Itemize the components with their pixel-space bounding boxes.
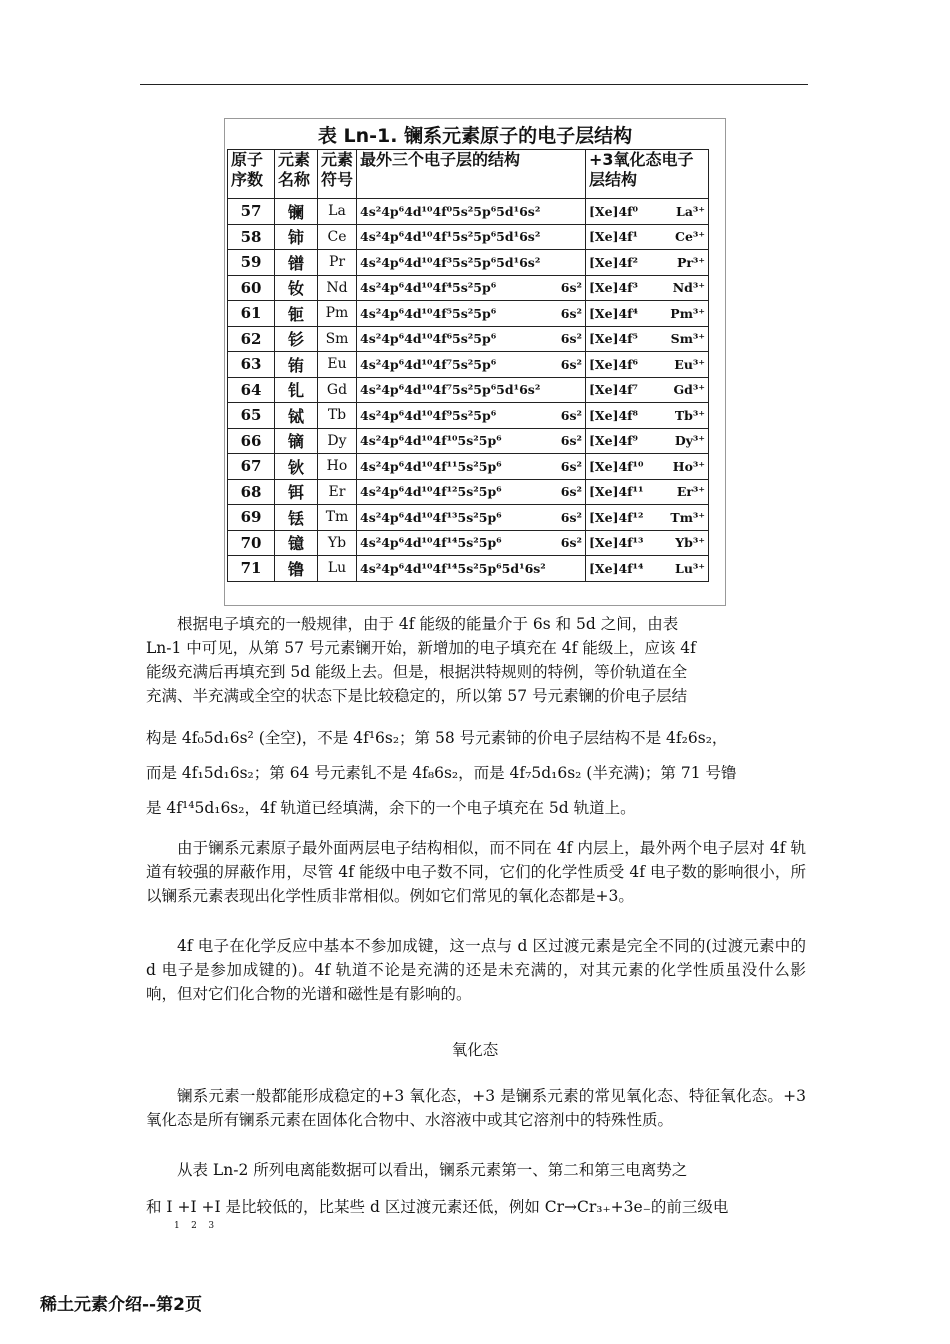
ion-symbol: Nd³⁺	[672, 280, 705, 296]
cell-element-name	[275, 377, 318, 403]
element-name: 镱	[287, 534, 304, 554]
atomic-number: 68	[240, 482, 262, 501]
cell-atomic-number	[228, 199, 275, 225]
element-name: 铈	[287, 228, 304, 248]
element-symbol: Eu	[327, 356, 347, 373]
cell-element-symbol	[318, 199, 357, 225]
configuration: 4s²4p⁶4d¹⁰4f⁷5s²5p⁶5d¹6s²	[360, 382, 541, 398]
element-symbol: Yb	[327, 534, 347, 551]
atomic-number: 65	[240, 406, 262, 425]
cell-element-name	[275, 224, 318, 250]
cell-atomic-number	[228, 377, 275, 403]
ion-core: [Xe]4f³	[589, 280, 639, 296]
cell-element-symbol	[318, 479, 357, 505]
table-row	[228, 428, 709, 454]
configuration-6s: 6s²	[560, 331, 582, 347]
cell-atomic-number	[228, 352, 275, 378]
ion-symbol: Tb³⁺	[674, 407, 705, 423]
cell-atomic-number	[228, 530, 275, 556]
cell-atomic-number	[228, 556, 275, 582]
cell-plus3-structure	[586, 275, 709, 301]
electron-structure-table	[227, 149, 709, 582]
header-element-symbol: 元素符号	[318, 150, 357, 199]
atomic-number: 58	[240, 227, 262, 246]
cell-plus3-structure	[586, 454, 709, 480]
cell-plus3-structure	[586, 301, 709, 327]
configuration-6s: 6s²	[560, 280, 582, 296]
p1-formula-line: 而是 4f₁5d₁6s₂；第 64 号元素钆不是 4f₈6s₂，而是 4f₇5d₁6s₂ (半充满)；第 71 号镥	[146, 764, 737, 782]
atomic-number: 59	[240, 253, 262, 272]
cell-element-symbol	[318, 326, 357, 352]
ion-core: [Xe]4f⁰	[589, 203, 639, 219]
cell-atomic-number	[228, 454, 275, 480]
cell-outer-shells	[357, 479, 586, 505]
element-name: 钆	[287, 381, 304, 401]
ion-core: [Xe]4f⁸	[589, 407, 639, 423]
element-name: 镧	[287, 202, 304, 222]
ion-core: [Xe]4f¹¹	[589, 484, 644, 500]
cell-plus3-structure	[586, 428, 709, 454]
configuration-6s: 6s²	[560, 535, 582, 551]
element-name: 钕	[287, 279, 304, 299]
ion-core: [Xe]4f¹	[589, 229, 639, 245]
element-name: 钐	[287, 330, 304, 350]
p1-line: 根据电子填充的一般规律，由于 4f 能级的能量介于 6s 和 5d 之间，由表	[177, 615, 679, 633]
cell-outer-shells	[357, 403, 586, 429]
configuration-6s: 6s²	[560, 509, 582, 525]
ion-symbol: Tm³⁺	[670, 509, 705, 525]
cell-element-symbol	[318, 403, 357, 429]
element-name: 铒	[287, 483, 304, 503]
atomic-number: 63	[240, 355, 262, 374]
section-heading: 氧化态	[451, 1041, 499, 1059]
element-symbol: Lu	[327, 560, 347, 577]
p5-line-2: 和 I +I +I 是比较低的，比某些 d 区过渡元素还低，例如 Cr→Cr₃₊+3e₋的前三级电	[146, 1198, 729, 1216]
atomic-number: 60	[240, 278, 262, 297]
cell-outer-shells	[357, 556, 586, 582]
p4-text: 镧系元素一般都能形成稳定的+3 氧化态，+3 是镧系元素的常见氧化态、特征氧化态。+3 氧化态是所有镧系元素在固体化合物中、水溶液中或其它溶剂中的特殊性质。	[146, 1087, 806, 1129]
cell-outer-shells	[357, 377, 586, 403]
cell-element-name	[275, 352, 318, 378]
cell-plus3-structure	[586, 326, 709, 352]
paragraph-1-formulas	[146, 721, 806, 826]
table-row	[228, 275, 709, 301]
ion-symbol: Ho³⁺	[672, 458, 705, 474]
ion-symbol: Er³⁺	[676, 484, 705, 500]
header-outer-shells: 最外三个电子层的结构	[357, 150, 586, 199]
p5-line-1: 从表 Ln-2 所列电离能数据可以看出，镧系元素第一、第二和第三电离势之	[177, 1161, 688, 1179]
element-symbol: Pr	[328, 254, 346, 271]
configuration: 4s²4p⁶4d¹⁰4f¹¹5s²5p⁶	[360, 458, 502, 474]
element-symbol: Tb	[327, 407, 347, 424]
cell-element-name	[275, 454, 318, 480]
ion-symbol: La³⁺	[676, 203, 705, 219]
cell-plus3-structure	[586, 556, 709, 582]
ion-symbol: Pm³⁺	[670, 305, 705, 321]
cell-outer-shells	[357, 530, 586, 556]
element-symbol: Ce	[327, 228, 347, 245]
atomic-number: 70	[240, 533, 262, 552]
table-row	[228, 199, 709, 225]
cell-element-name	[275, 199, 318, 225]
ion-core: [Xe]4f⁴	[589, 305, 639, 321]
element-symbol: Sm	[325, 330, 349, 347]
cell-plus3-structure	[586, 250, 709, 276]
cell-outer-shells	[357, 224, 586, 250]
cell-element-symbol	[318, 224, 357, 250]
cell-plus3-structure	[586, 530, 709, 556]
ion-symbol: Eu³⁺	[674, 356, 705, 372]
configuration: 4s²4p⁶4d¹⁰4f⁷5s²5p⁶	[360, 356, 497, 372]
cell-atomic-number	[228, 301, 275, 327]
cell-outer-shells	[357, 326, 586, 352]
cell-plus3-structure	[586, 403, 709, 429]
p1-formula-line: 构是 4f₀5d₁6s² (全空)，不是 4f¹6s₂；第 58 号元素铈的价电子层结构不是 4f₂6s₂，	[146, 729, 728, 747]
element-symbol: Tm	[325, 509, 349, 526]
atomic-number: 64	[240, 380, 262, 399]
cell-element-name	[275, 403, 318, 429]
element-symbol: Pm	[325, 305, 349, 322]
p1-line: Ln-1 中可见，从第 57 号元素镧开始，新增加的电子填充在 4f 能级上，应该 4f	[146, 639, 696, 657]
ion-symbol: Gd³⁺	[673, 382, 705, 398]
table-row	[228, 403, 709, 429]
table-row	[228, 301, 709, 327]
element-name: 镝	[287, 432, 304, 452]
table-body	[228, 199, 709, 582]
page-footer: 稀土元素介绍--第2页	[40, 1295, 202, 1315]
configuration: 4s²4p⁶4d¹⁰4f⁰5s²5p⁶5d¹6s²	[360, 203, 541, 219]
cell-outer-shells	[357, 250, 586, 276]
element-name: 钷	[287, 304, 304, 324]
paragraph-3	[146, 934, 806, 1006]
header-rule	[140, 84, 808, 85]
p1-formula-line: 是 4f¹⁴5d₁6s₂，4f 轨道已经填满，余下的一个电子填充在 5d 轨道上。	[146, 799, 636, 817]
cell-element-name	[275, 556, 318, 582]
ion-symbol: Sm³⁺	[670, 331, 705, 347]
cell-atomic-number	[228, 428, 275, 454]
ion-symbol: Dy³⁺	[674, 433, 705, 449]
cell-element-symbol	[318, 530, 357, 556]
cell-element-symbol	[318, 275, 357, 301]
table-row	[228, 556, 709, 582]
element-symbol: Nd	[326, 279, 348, 296]
cell-element-symbol	[318, 250, 357, 276]
cell-element-name	[275, 505, 318, 531]
cell-plus3-structure	[586, 199, 709, 225]
atomic-number: 62	[240, 329, 262, 348]
atomic-number: 66	[240, 431, 262, 450]
ion-core: [Xe]4f¹⁰	[589, 458, 644, 474]
cell-atomic-number	[228, 403, 275, 429]
configuration-6s: 6s²	[560, 356, 582, 372]
table-row	[228, 479, 709, 505]
element-name: 镨	[287, 253, 304, 273]
table-row	[228, 250, 709, 276]
p1-line: 能级充满后再填充到 5d 能级上去。但是，根据洪特规则的特例，等价轨道在全	[146, 663, 688, 681]
cell-outer-shells	[357, 199, 586, 225]
configuration-6s: 6s²	[560, 484, 582, 500]
cell-element-name	[275, 530, 318, 556]
cell-outer-shells	[357, 428, 586, 454]
cell-outer-shells	[357, 352, 586, 378]
element-name: 钬	[287, 457, 304, 477]
ion-core: [Xe]4f⁷	[589, 382, 639, 398]
lanthanide-table-figure	[224, 118, 726, 606]
configuration: 4s²4p⁶4d¹⁰4f⁶5s²5p⁶	[360, 331, 497, 347]
paragraph-4	[146, 1084, 806, 1132]
configuration: 4s²4p⁶4d¹⁰4f³5s²5p⁶5d¹6s²	[360, 254, 541, 270]
table-row	[228, 454, 709, 480]
cell-plus3-structure	[586, 224, 709, 250]
cell-element-symbol	[318, 505, 357, 531]
cell-atomic-number	[228, 326, 275, 352]
cell-element-name	[275, 301, 318, 327]
ion-symbol: Ce³⁺	[675, 229, 705, 245]
table-row	[228, 326, 709, 352]
cell-outer-shells	[357, 275, 586, 301]
atomic-number: 67	[240, 457, 262, 476]
table-caption: 表 Ln-1. 镧系元素原子的电子层结构	[317, 125, 633, 147]
header-atomic-number: 原子序数	[228, 150, 275, 199]
element-symbol: Ho	[326, 458, 348, 475]
configuration: 4s²4p⁶4d¹⁰4f¹⁰5s²5p⁶	[360, 433, 502, 449]
cell-atomic-number	[228, 479, 275, 505]
configuration-6s: 6s²	[560, 458, 582, 474]
cell-plus3-structure	[586, 479, 709, 505]
atomic-number: 71	[240, 559, 262, 578]
cell-atomic-number	[228, 505, 275, 531]
cell-outer-shells	[357, 454, 586, 480]
paragraph-1	[146, 612, 806, 708]
table-header-row	[228, 150, 709, 199]
cell-element-symbol	[318, 556, 357, 582]
configuration-6s: 6s²	[560, 407, 582, 423]
header-plus3-structure: +3氧化态电子层结构	[586, 150, 709, 199]
ion-core: [Xe]4f⁶	[589, 356, 639, 372]
paragraph-5	[146, 1158, 806, 1219]
cell-element-name	[275, 250, 318, 276]
atomic-number: 57	[240, 202, 262, 221]
table-row	[228, 352, 709, 378]
table-row	[228, 224, 709, 250]
ion-symbol: Lu³⁺	[675, 560, 705, 576]
cell-element-symbol	[318, 428, 357, 454]
table-row	[228, 530, 709, 556]
ion-core: [Xe]4f¹²	[589, 509, 644, 525]
configuration: 4s²4p⁶4d¹⁰4f¹⁴5s²5p⁶5d¹6s²	[360, 560, 546, 576]
element-name: 镥	[287, 559, 304, 579]
element-symbol: La	[328, 203, 346, 220]
atomic-number: 61	[240, 304, 262, 323]
cell-outer-shells	[357, 301, 586, 327]
ion-core: [Xe]4f²	[589, 254, 639, 270]
element-name: 铽	[287, 406, 304, 426]
cell-outer-shells	[357, 505, 586, 531]
element-name: 铥	[287, 508, 304, 528]
configuration: 4s²4p⁶4d¹⁰4f¹5s²5p⁶5d¹6s²	[360, 229, 541, 245]
p2-text: 由于镧系元素原子最外面两层电子结构相似，而不同在 4f 内层上，最外两个电子层对 4f 轨道有较强的屏蔽作用，尽管 4f 能级中电子数不同，它们的化学性质受 4f 电子数的影响很小，所以镧系元素表现出化学性质非常相似。例如它们常见的氧化态都是+3。	[146, 839, 806, 905]
p3-text: 4f 电子在化学反应中基本不参加成键，这一点与 d 区过渡元素是完全不同的(过渡元素中的 d 电子是参加成键的)。4f 轨道不论是充满的还是未充满的，对其元素的化学性质虽没什么影响，但对它们化合物的光谱和磁性是有影响的。	[146, 937, 806, 1003]
configuration-6s: 6s²	[560, 305, 582, 321]
atomic-number: 69	[240, 508, 262, 527]
cell-element-name	[275, 428, 318, 454]
configuration-6s: 6s²	[560, 433, 582, 449]
ion-core: [Xe]4f⁹	[589, 433, 639, 449]
cell-plus3-structure	[586, 505, 709, 531]
cell-element-symbol	[318, 352, 357, 378]
ion-core: [Xe]4f¹⁴	[589, 560, 644, 576]
element-symbol: Dy	[327, 432, 347, 449]
paragraph-2	[146, 836, 806, 908]
header-element-name: 元素名称	[275, 150, 318, 199]
ion-core: [Xe]4f⁵	[589, 331, 639, 347]
configuration: 4s²4p⁶4d¹⁰4f¹⁴5s²5p⁶	[360, 535, 502, 551]
cell-element-symbol	[318, 301, 357, 327]
p1-line: 充满、半充满或全空的状态下是比较稳定的，所以第 57 号元素镧的价电子层结	[146, 687, 688, 705]
cell-plus3-structure	[586, 352, 709, 378]
cell-element-name	[275, 275, 318, 301]
configuration: 4s²4p⁶4d¹⁰4f⁹5s²5p⁶	[360, 407, 497, 423]
configuration: 4s²4p⁶4d¹⁰4f⁵5s²5p⁶	[360, 305, 497, 321]
cell-element-name	[275, 326, 318, 352]
cell-element-name	[275, 479, 318, 505]
table-row	[228, 377, 709, 403]
cell-atomic-number	[228, 250, 275, 276]
cell-element-symbol	[318, 454, 357, 480]
table-row	[228, 505, 709, 531]
ion-symbol: Yb³⁺	[675, 535, 705, 551]
configuration: 4s²4p⁶4d¹⁰4f⁴5s²5p⁶	[360, 280, 497, 296]
ionization-subscripts: 1 2 3	[174, 1221, 215, 1231]
cell-atomic-number	[228, 275, 275, 301]
cell-plus3-structure	[586, 377, 709, 403]
element-symbol: Er	[328, 483, 346, 500]
element-symbol: Gd	[326, 381, 348, 398]
ion-symbol: Pr³⁺	[676, 254, 705, 270]
element-name: 铕	[287, 355, 304, 375]
ion-core: [Xe]4f¹³	[589, 535, 644, 551]
cell-element-symbol	[318, 377, 357, 403]
configuration: 4s²4p⁶4d¹⁰4f¹³5s²5p⁶	[360, 509, 502, 525]
cell-atomic-number	[228, 224, 275, 250]
configuration: 4s²4p⁶4d¹⁰4f¹²5s²5p⁶	[360, 484, 502, 500]
